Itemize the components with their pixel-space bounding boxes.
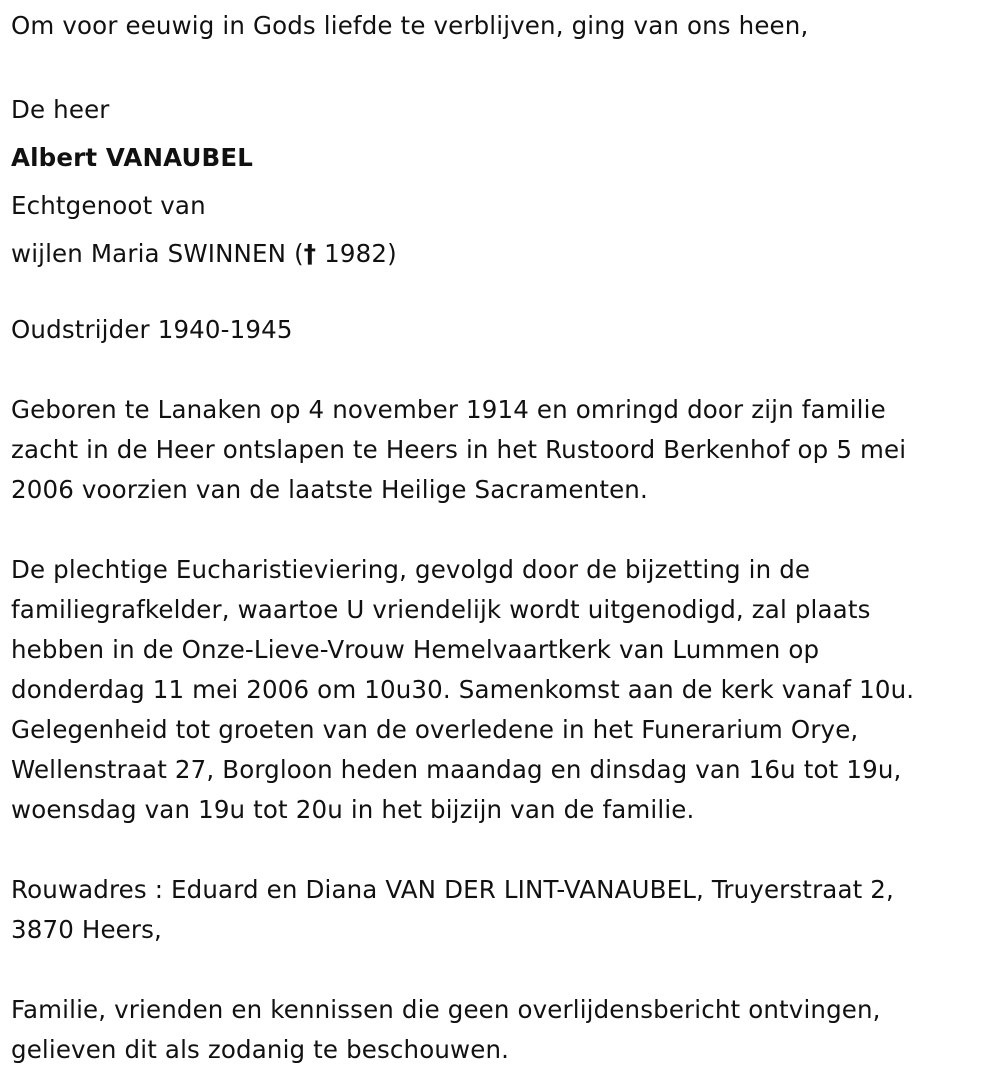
spouse-prefix: wijlen Maria SWINNEN ( (11, 239, 304, 268)
birth-death-paragraph (11, 390, 991, 510)
paragraph-line: Geboren te Lanaken op 4 november 1914 en omringd door zijn familie (11, 395, 886, 424)
ceremony-paragraph (11, 550, 991, 830)
intro-section (11, 0, 991, 46)
closing-paragraph (11, 990, 991, 1070)
paragraph-line: Rouwadres : Eduard en Diana VAN DER LINT-VANAUBEL, Truyerstraat 2, (11, 875, 894, 904)
paragraph-line: familiegrafkelder, waartoe U vriendelijk wordt uitgenodigd, zal plaats (11, 595, 871, 624)
veteran-section (11, 310, 991, 350)
paragraph-line: zacht in de Heer ontslapen te Heers in het Rustoord Berkenhof op 5 mei (11, 435, 907, 464)
paragraph-line: Gelegenheid tot groeten van de overledene in het Funerarium Orye, (11, 715, 859, 744)
paragraph-line: hebben in de Onze-Lieve-Vrouw Hemelvaartkerk van Lummen op (11, 635, 820, 664)
spouse-label: Echtgenoot van (11, 191, 206, 220)
deceased-name: Albert VANAUBEL (11, 143, 253, 172)
paragraph-line: woensdag van 19u tot 20u in het bijzijn van de familie. (11, 795, 695, 824)
death-notice (11, 0, 991, 1070)
paragraph-line: Familie, vrienden en kennissen die geen overlijdensbericht ontvingen, (11, 995, 881, 1024)
paragraph-line: donderdag 11 mei 2006 om 10u30. Samenkomst aan de kerk vanaf 10u. (11, 675, 915, 704)
veteran-text: Oudstrijder 1940-1945 (11, 315, 293, 344)
address-paragraph (11, 870, 991, 950)
paragraph-line: 3870 Heers, (11, 915, 162, 944)
paragraph-line: De plechtige Eucharistieviering, gevolgd door de bijzetting in de (11, 555, 811, 584)
paragraph-line: gelieven dit als zodanig te beschouwen. (11, 1035, 510, 1064)
spouse-line (11, 230, 991, 278)
intro-text: Om voor eeuwig in Gods liefde te verblijven, ging van ons heen, (11, 11, 809, 40)
paragraph-line: Wellenstraat 27, Borgloon heden maandag en dinsdag van 16u tot 19u, (11, 755, 902, 784)
spouse-suffix: 1982) (316, 239, 397, 268)
deceased-section (11, 86, 991, 278)
paragraph-line: 2006 voorzien van de laatste Heilige Sacramenten. (11, 475, 648, 504)
cross-icon: † (303, 239, 317, 268)
salutation: De heer (11, 95, 110, 124)
